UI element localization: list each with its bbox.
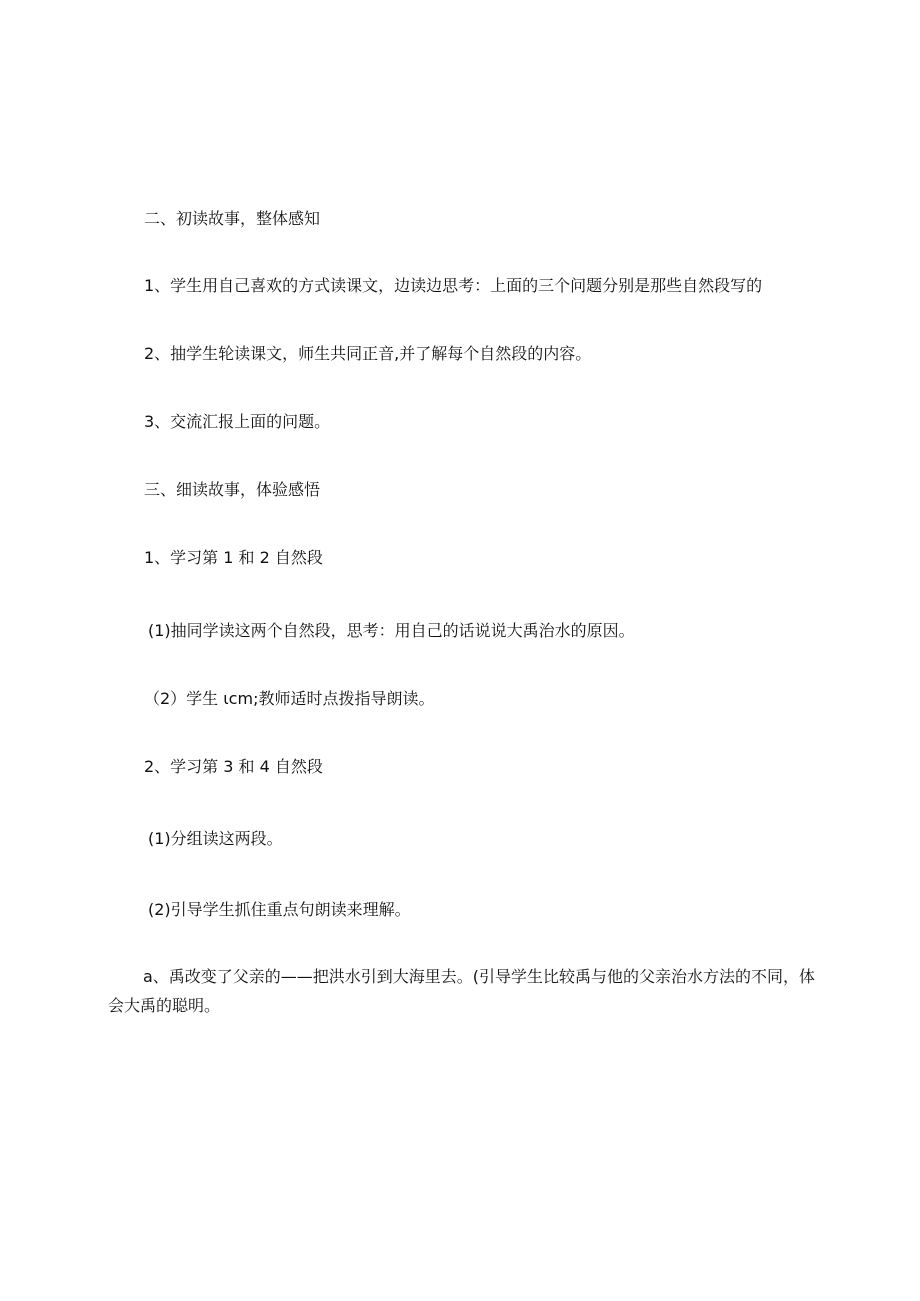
paragraph-line: 1、学生用自己喜欢的方式读课文，边读边思考：上面的三个问题分别是那些自然段写的 — [144, 276, 763, 295]
paragraph-line: 1、学习第 1 和 2 自然段 — [144, 548, 323, 567]
paragraph-line: (1)抽同学读这两个自然段，思考：用自己的话说说大禹治水的原因。 — [148, 621, 635, 640]
paragraph-line: 2、抽学生轮读课文，师生共同正音,并了解每个自然段的内容。 — [144, 344, 592, 363]
paragraph-wrapped: a、禹改变了父亲的——把洪水引到大海里去。(引导学生比较禹与他的父亲治水方法的不同，体会大禹的聪明。 — [108, 967, 816, 1015]
paragraph-line: 2、学习第 3 和 4 自然段 — [144, 757, 323, 776]
paragraph-line: (1)分组读这两段。 — [148, 829, 283, 848]
paragraph-line: （2）学生 ιcm;教师适时点拨指导朗读。 — [144, 689, 435, 708]
section-heading-3: 三、细读故事，体验感悟 — [144, 480, 321, 499]
paragraph-line: 3、交流汇报上面的问题。 — [144, 412, 331, 431]
paragraph-line: (2)引导学生抓住重点句朗读来理解。 — [148, 900, 411, 919]
section-heading-2: 二、初读故事，整体感知 — [144, 209, 321, 228]
